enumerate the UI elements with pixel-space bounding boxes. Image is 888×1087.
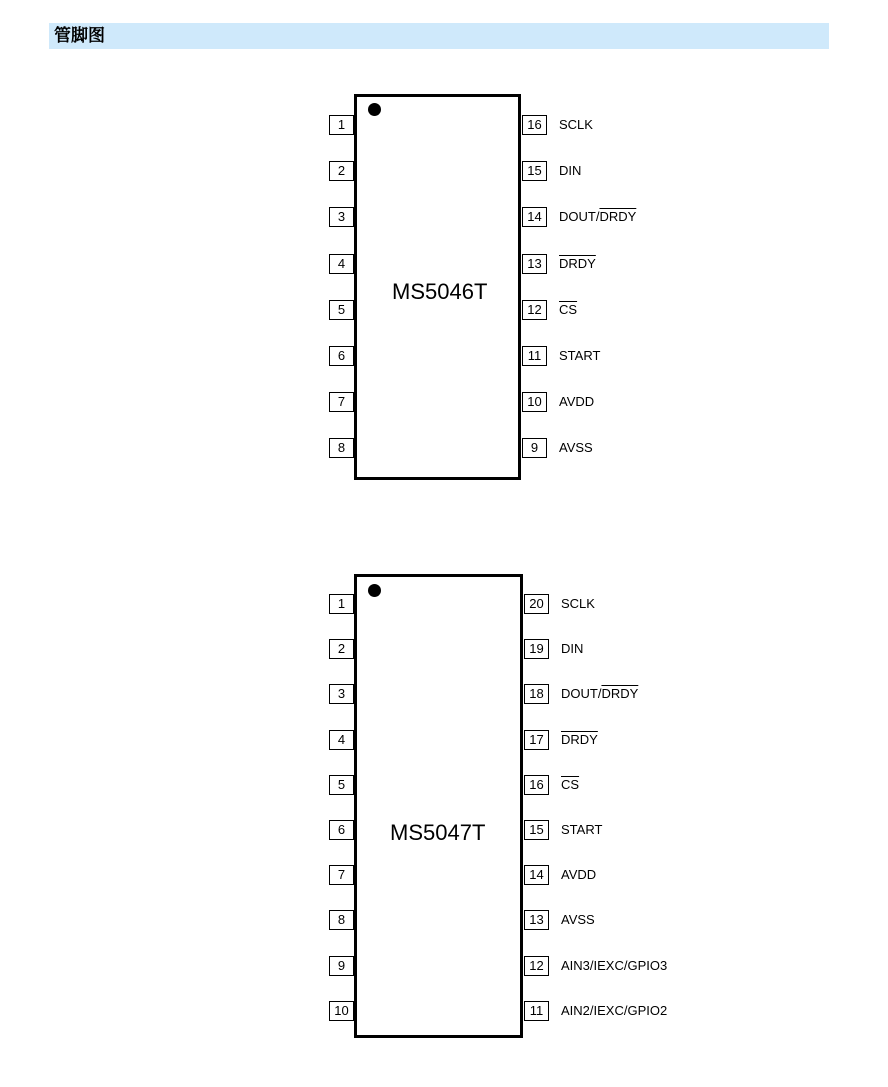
overline-text: DRDY [559, 255, 596, 271]
pin-label [561, 731, 598, 749]
pin1-indicator-dot [368, 584, 381, 597]
pin-number-box: 14 [524, 865, 549, 885]
pin-label [559, 255, 596, 273]
pin-label: AIN3/IEXC/GPIO3 [561, 957, 668, 973]
pin-number-box: 17 [524, 730, 549, 750]
pin-label [561, 685, 638, 703]
pin-label [559, 208, 636, 226]
pin-label: START [559, 348, 601, 363]
chip-body [354, 574, 523, 1038]
overline-text: DRDY [599, 209, 637, 225]
overline-text: $\overline{CS}$ [561, 776, 580, 792]
pin-number-box: 20 [524, 594, 549, 614]
pin-number-box: 9 [329, 956, 354, 976]
pin-number-box: 15 [524, 820, 549, 840]
pin-label: AVSS [559, 440, 593, 456]
pin-number-box: 1 [329, 594, 354, 614]
pin-number-box: 10 [329, 1001, 354, 1021]
pin-label [561, 776, 579, 794]
pin-number-box: 12 [524, 956, 549, 976]
pin-number-box: 11 [522, 346, 547, 366]
pin-label: DIN [561, 641, 584, 657]
pin-number-box: 9 [522, 438, 547, 458]
pin-number-box: 5 [329, 300, 354, 320]
overline-text: DRDY [561, 731, 598, 747]
pin-number-box: 16 [524, 775, 549, 795]
pin-number-box: 13 [522, 254, 547, 274]
pin-label: START [561, 822, 603, 837]
pin-label: SCLK [559, 117, 593, 132]
overline-text: DRDY [601, 686, 639, 702]
pin-label: DIN [559, 163, 582, 179]
pin-number-box: 6 [329, 346, 354, 366]
pin-number-box: 7 [329, 865, 354, 885]
pin-label [559, 301, 577, 319]
pin-number-box: 3 [329, 207, 354, 227]
pin-number-box: 8 [329, 438, 354, 458]
pin-number-box: 14 [522, 207, 547, 227]
pin-number-box: 5 [329, 775, 354, 795]
pin-label: SCLK [561, 596, 595, 611]
pin-number-box: 3 [329, 684, 354, 704]
label-prefix: DOUT/ [561, 686, 602, 702]
section-title: 管脚图 [54, 26, 105, 46]
pin-number-box: 10 [522, 392, 547, 412]
label-prefix: DOUT/ [559, 209, 600, 225]
part-name: MS5047T [390, 820, 486, 845]
pin-number-box: 19 [524, 639, 549, 659]
overline-text: $\overline{CS}$ [559, 301, 578, 317]
pin-number-box: 6 [329, 820, 354, 840]
pin-number-box: 1 [329, 115, 354, 135]
pin-number-box: 13 [524, 910, 549, 930]
part-name: MS5046T [392, 279, 488, 304]
pin-number-box: 4 [329, 730, 354, 750]
pin-number-box: 8 [329, 910, 354, 930]
pin-number-box: 15 [522, 161, 547, 181]
pin1-indicator-dot [368, 103, 381, 116]
pin-number-box: 2 [329, 161, 354, 181]
pin-number-box: 7 [329, 392, 354, 412]
section-header [49, 23, 829, 49]
pin-number-box: 16 [522, 115, 547, 135]
pin-number-box: 12 [522, 300, 547, 320]
pin-label: AVDD [559, 394, 595, 410]
pin-number-box: 4 [329, 254, 354, 274]
pin-label: AIN2/IEXC/GPIO2 [561, 1002, 668, 1018]
pin-label: AVSS [561, 912, 595, 928]
pin-label: AVDD [561, 867, 597, 883]
pin-number-box: 11 [524, 1001, 549, 1021]
pin-number-box: 2 [329, 639, 354, 659]
pin-number-box: 18 [524, 684, 549, 704]
